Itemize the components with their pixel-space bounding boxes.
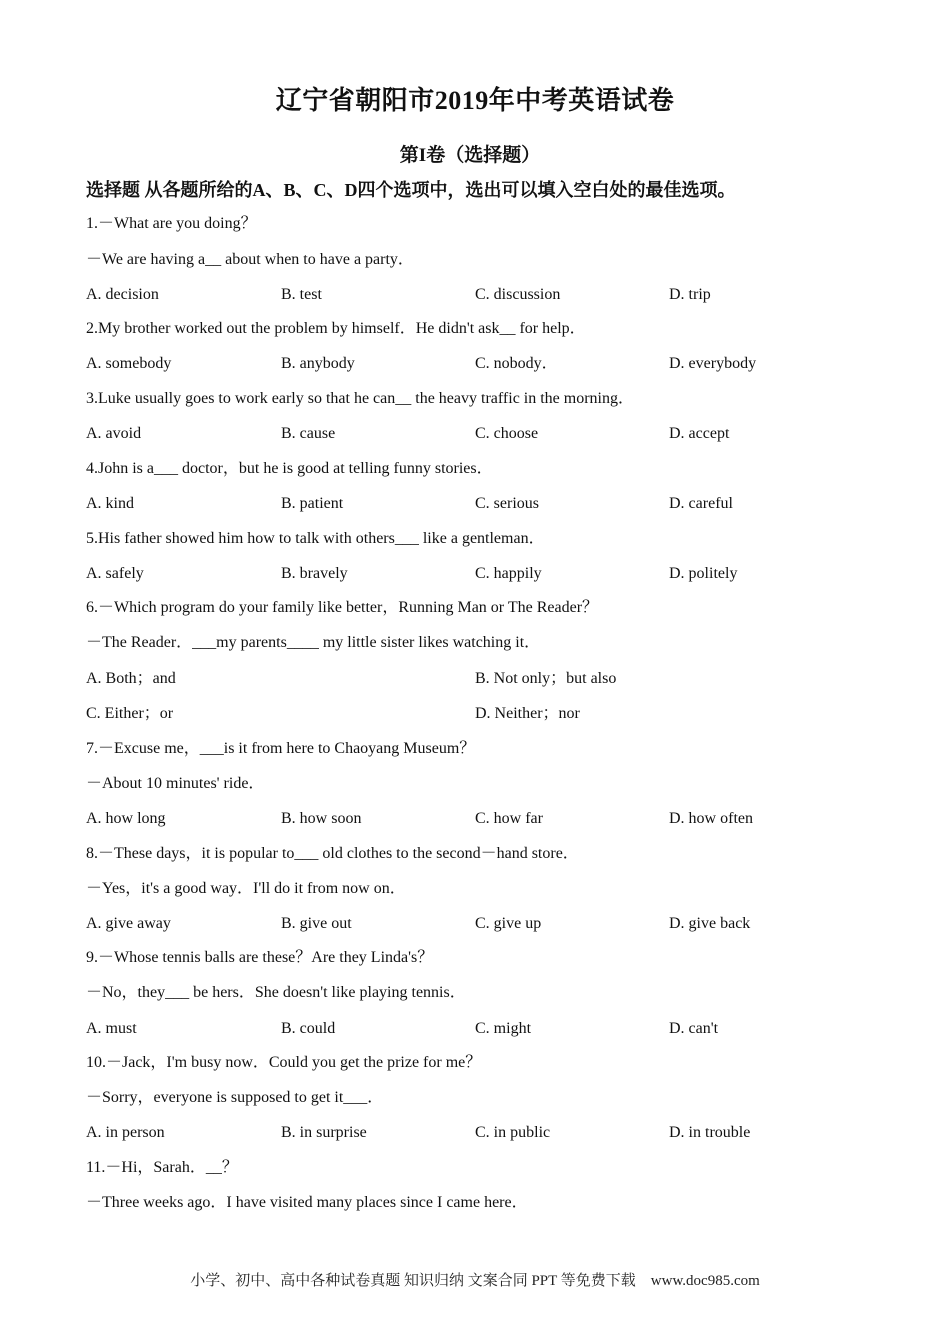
- option-b: B. give out: [281, 915, 352, 932]
- question-7-response: －About 10 minutes' ride．: [86, 775, 265, 792]
- option-d: D. in trouble: [669, 1124, 751, 1141]
- question-5-text: 5.His father showed him how to talk with others___ like a gentleman．: [86, 530, 545, 547]
- option-a: A. safely: [86, 565, 144, 582]
- question-1-text: 1.－What are you doing？: [86, 215, 257, 232]
- option-b: B. how soon: [281, 810, 362, 827]
- option-d: D. everybody: [669, 355, 757, 372]
- option-d: D. politely: [669, 565, 738, 582]
- option-b: B. in surprise: [281, 1124, 367, 1141]
- option-d: D. give back: [669, 915, 751, 932]
- option-c: C. give up: [475, 915, 542, 932]
- option-b: B. bravely: [281, 565, 348, 582]
- option-b: B. anybody: [281, 355, 355, 372]
- question-11-text: 11.－Hi，Sarah．__？: [86, 1159, 238, 1176]
- option-a: A. kind: [86, 495, 134, 512]
- question-4-text: 4.John is a___ doctor，but he is good at telling funny stories．: [86, 460, 493, 477]
- question-6-text: 6.－Which program do your family like better，Running Man or The Reader？: [86, 599, 599, 616]
- question-2-text: 2.My brother worked out the problem by himself．He didn't ask__ for help．: [86, 320, 586, 337]
- option-a: A. in person: [86, 1124, 165, 1141]
- option-a: A. give away: [86, 915, 171, 932]
- question-10-text: 10.－Jack，I'm busy now．Could you get the prize for me？: [86, 1054, 482, 1071]
- section-title: 第I卷（选择题）: [399, 145, 541, 166]
- option-d: D. careful: [669, 495, 733, 512]
- option-c: C. choose: [475, 425, 539, 442]
- option-a: A. decision: [86, 286, 159, 303]
- option-b: B. Not only；but also: [475, 670, 617, 687]
- option-d: D. Neither；nor: [475, 705, 580, 722]
- option-c: C. serious: [475, 495, 539, 512]
- option-a: A. Both；and: [86, 670, 176, 687]
- option-d: D. accept: [669, 425, 730, 442]
- option-c: C. Either；or: [86, 705, 174, 722]
- option-a: A. avoid: [86, 425, 142, 442]
- option-b: B. test: [281, 286, 322, 303]
- question-9-text: 9.－Whose tennis balls are these？Are they Linda's？: [86, 949, 434, 966]
- option-b: B. could: [281, 1020, 336, 1037]
- option-a: A. how long: [86, 810, 166, 827]
- option-c: C. happily: [475, 565, 542, 582]
- question-3-text: 3.Luke usually goes to work early so that he can__ the heavy traffic in the morning．: [86, 390, 634, 407]
- question-6-response: －The Reader．___my parents____ my little sister likes watching it．: [86, 634, 541, 651]
- option-b: B. patient: [281, 495, 344, 512]
- option-d: D. can't: [669, 1020, 719, 1037]
- question-7-text: 7.－Excuse me，___is it from here to Chaoyang Museum？: [86, 740, 476, 757]
- question-10-response: －Sorry，everyone is supposed to get it___．: [86, 1089, 384, 1106]
- option-c: C. might: [475, 1020, 532, 1037]
- option-d: D. trip: [669, 286, 711, 303]
- option-c: C. nobody．: [475, 355, 558, 372]
- option-a: A. must: [86, 1020, 137, 1037]
- option-d: D. how often: [669, 810, 753, 827]
- option-a: A. somebody: [86, 355, 172, 372]
- option-c: C. how far: [475, 810, 543, 827]
- page-title: 辽宁省朝阳市2019年中考英语试卷: [275, 86, 675, 115]
- instruction-text: 选择题 从各题所给的A、B、C、D四个选项中，选出可以填入空白处的最佳选项。: [86, 180, 736, 200]
- page-footer: 小学、初中、高中各种试卷真题 知识归纳 文案合同 PPT 等免费下载 www.doc985.com: [190, 1273, 760, 1289]
- question-8-response: －Yes，it's a good way．I'll do it from now on．: [86, 880, 406, 897]
- option-c: C. discussion: [475, 286, 561, 303]
- question-9-response: －No，they___ be hers．She doesn't like playing tennis．: [86, 984, 466, 1001]
- question-1-response: －We are having a__ about when to have a party．: [86, 251, 414, 268]
- option-b: B. cause: [281, 425, 336, 442]
- option-c: C. in public: [475, 1124, 551, 1141]
- question-8-text: 8.－These days，it is popular to___ old clothes to the second－hand store．: [86, 845, 579, 862]
- question-11-response: －Three weeks ago．I have visited many places since I came here．: [86, 1194, 528, 1211]
